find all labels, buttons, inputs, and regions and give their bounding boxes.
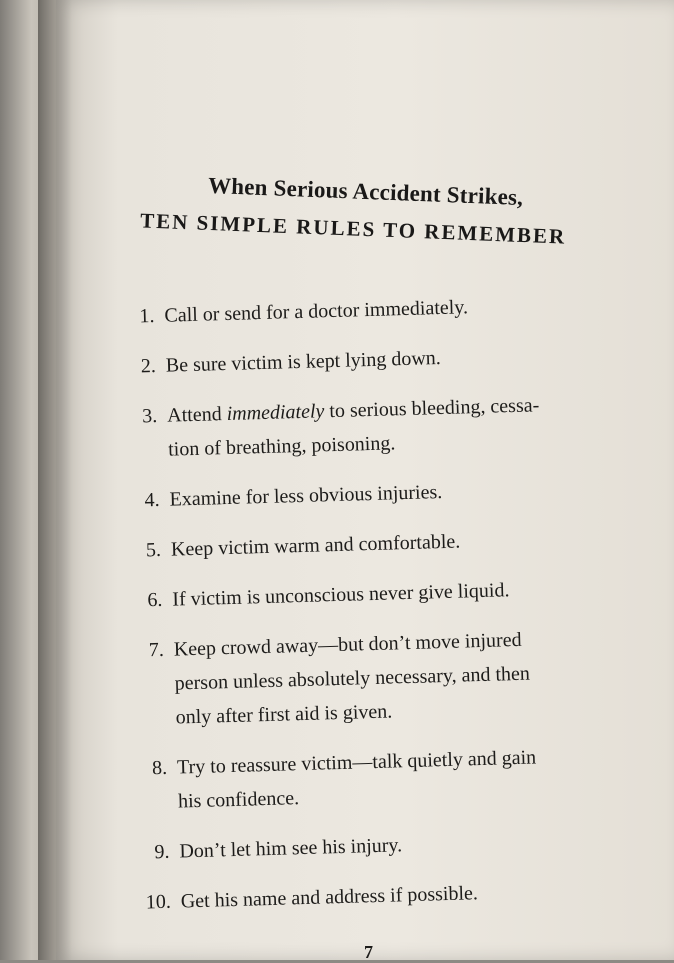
rule-text: Call or send for a doctor immediately. [164,296,469,327]
rule-number: 1. [139,304,155,328]
rule-number: 6. [147,588,163,612]
heading-line-2: TEN SIMPLE RULES TO REMEMBER [139,208,567,249]
rule-item-5 [125,519,646,568]
rule-number: 10. [145,890,172,914]
rule-item-7 [127,619,650,735]
rule-number: 3. [141,404,158,428]
rule-text: Keep crowd away—but don’t move injured person unless absolutely necessary, and then only after first aid is given. [173,628,531,729]
rule-item-4 [123,469,644,518]
heading-line-1: When Serious Accident Strikes, [207,172,524,211]
rule-text: Try to reassure victim—talk quietly and gain his confidence. [176,746,537,813]
rule-text: Be sure victim is kept lying down. [165,347,442,377]
rule-text: If victim is unconscious never give liquid. [172,579,510,611]
rule-text: Get his name and address if possible. [180,882,479,913]
rule-number: 4. [144,488,160,512]
rule-text-end: to serious bleeding, cessa- tion of breathing, poisoning. [167,394,540,461]
rule-number: 2. [140,354,157,378]
rule-item-6 [126,569,647,618]
rule-item-2 [119,335,640,384]
rule-number: 7. [148,638,165,662]
rule-text: Don’t let him see his injury. [179,834,403,863]
rule-number: 5. [145,538,162,562]
page-number: 7 [364,942,373,962]
rule-item-8 [131,737,653,819]
rule-item-10 [134,871,655,920]
book-gutter-shadow [38,0,72,960]
rule-text [167,385,643,466]
rule-text: Keep victim warm and comfortable. [170,530,461,561]
rule-number: 8. [151,756,168,780]
rules-list [118,285,656,935]
rule-item-3 [121,385,643,467]
rule-text: Examine for less obvious injuries. [169,481,443,511]
rule-text-emphasis: immediately [226,400,325,426]
rule-text-start: Attend [166,403,227,427]
rule-number: 9. [154,840,170,864]
rule-item-9 [133,821,654,870]
